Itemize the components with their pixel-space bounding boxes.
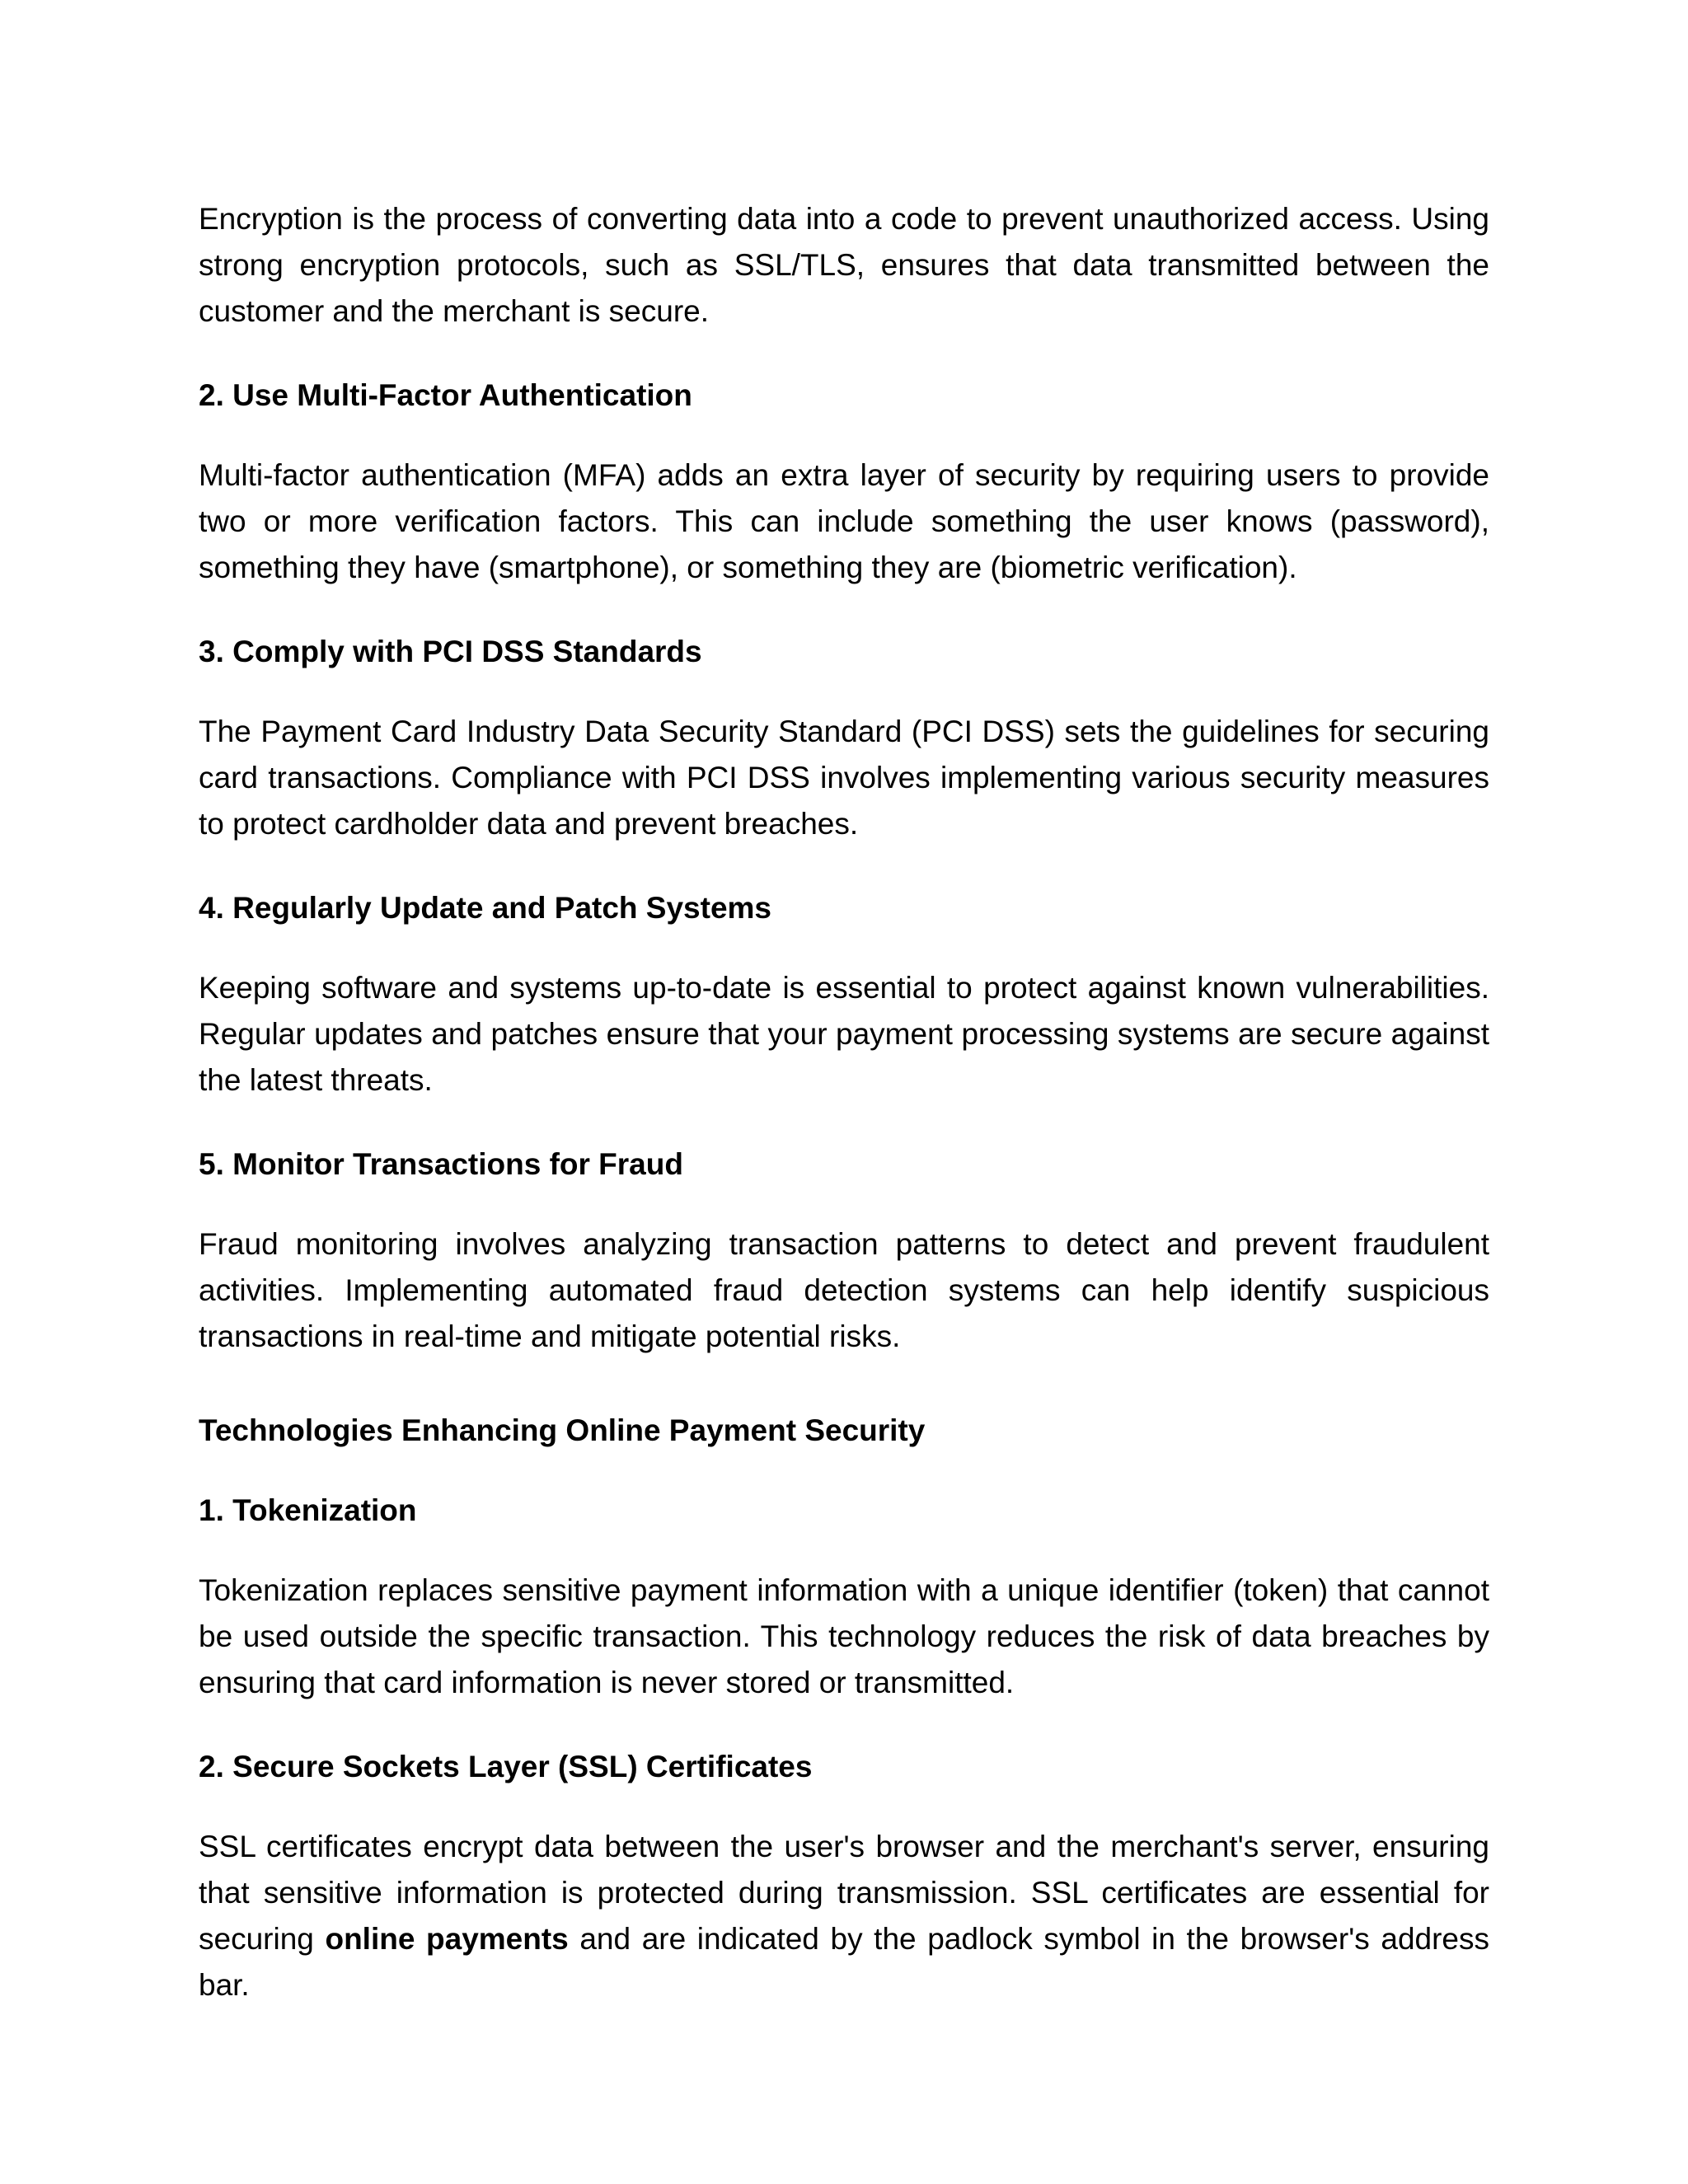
heading-ssl-certificates: 2. Secure Sockets Layer (SSL) Certificates: [199, 1750, 813, 1783]
paragraph-pci-dss: The Payment Card Industry Data Security Standard (PCI DSS) sets the guidelines for securing card transactions. Compliance with PCI DSS involves implementing various security measures to protect cardholder data and prevent breaches.: [199, 715, 1489, 841]
paragraph-ssl-certificates: [199, 1824, 1489, 2008]
ssl-text-start: SSL certificates encrypt data between the user's browser and the merchant's server, ensuring that sensitive information is protected during transmission. SSL certificates are essential for securing: [199, 1830, 1489, 1956]
ssl-bold-phrase: online payments: [325, 1922, 569, 1956]
ssl-text-end: and are indicated by the padlock symbol in the browser's address bar.: [199, 1922, 1489, 2002]
paragraph-update-patch: Keeping software and systems up-to-date is essential to protect against known vulnerabilities. Regular updates and patches ensure that your payment processing systems are secure against the latest threats.: [199, 971, 1489, 1097]
heading-pci-dss: 3. Comply with PCI DSS Standards: [199, 635, 702, 668]
heading-mfa: 2. Use Multi-Factor Authentication: [199, 378, 692, 412]
heading-monitor-fraud: 5. Monitor Transactions for Fraud: [199, 1147, 683, 1181]
paragraph-monitor-fraud: Fraud monitoring involves analyzing transaction patterns to detect and prevent fraudulent activities. Implementing automated fraud detection systems can help identify suspicious transactions in real-time and mitigate potential risks.: [199, 1227, 1489, 1353]
heading-tokenization: 1. Tokenization: [199, 1493, 417, 1527]
intro-paragraph: Encryption is the process of converting data into a code to prevent unauthorized access. Using strong encryption protocols, such as SSL/TLS, ensures that data transmitted between the customer and the merchant is secure.: [199, 202, 1489, 328]
heading-update-patch: 4. Regularly Update and Patch Systems: [199, 891, 772, 925]
paragraph-tokenization: Tokenization replaces sensitive payment information with a unique identifier (token) that cannot be used outside the specific transaction. This technology reduces the risk of data breaches by ensuring that card information is never stored or transmitted.: [199, 1573, 1489, 1699]
paragraph-mfa: Multi-factor authentication (MFA) adds an extra layer of security by requiring users to provide two or more verification factors. This can include something the user knows (password), something they have (smartphone), or something they are (biometric verification).: [199, 458, 1489, 584]
section-heading-technologies: Technologies Enhancing Online Payment Security: [199, 1413, 926, 1447]
document-page: [199, 196, 1489, 2008]
